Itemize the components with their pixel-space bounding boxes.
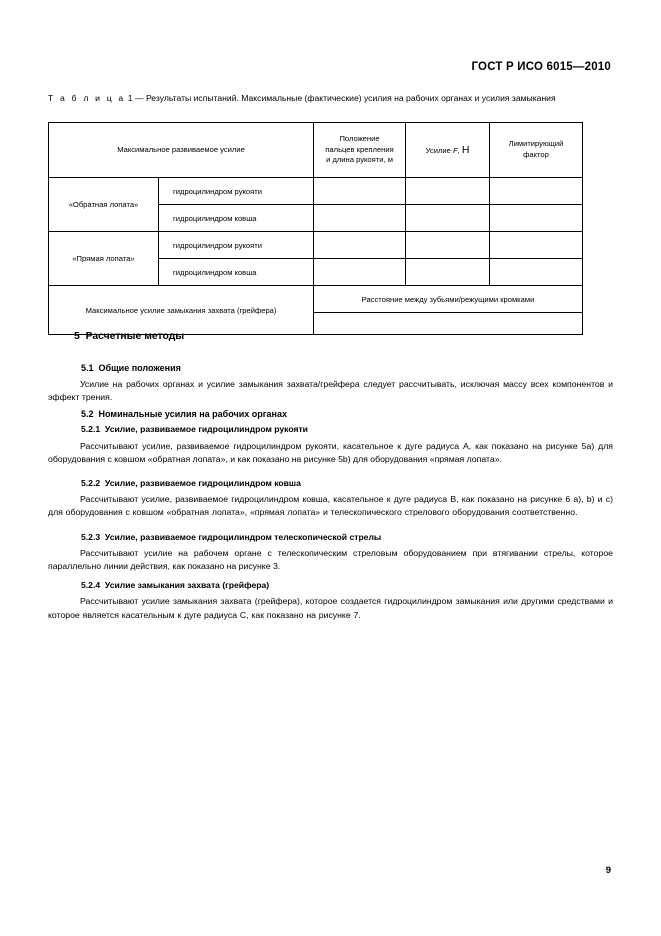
table-row: [49, 178, 583, 205]
table-row: [49, 232, 583, 259]
section-5-1-title: Общие положения: [98, 362, 181, 373]
cell-limiting-factor[interactable]: [490, 232, 583, 259]
row-group-backhoe: «Обратная лопата»: [49, 178, 159, 232]
row-item-arm-cylinder-backhoe: гидроцилиндром рукояти: [159, 178, 314, 205]
cell-pin-position[interactable]: [314, 178, 406, 205]
section-5-2-3-paragraph: Рассчитывают усилие на рабочем органе с телескопическим стреловым оборудованием при втягивании стрелы, которое параллельно линии действия, как показано на рисунке 3.: [48, 547, 613, 571]
section-5-2-title: Номинальные усилия на рабочих органах: [98, 408, 287, 419]
section-5-2-heading: [81, 409, 613, 421]
spacer: [48, 520, 613, 532]
section-5-2-1-number: 5.2.1: [81, 424, 101, 435]
header-force-f-unit: Н: [461, 143, 470, 156]
row-item-bucket-cylinder-backhoe: гидроцилиндром ковша: [159, 205, 314, 232]
section-5-2-3-title: Усилие, развиваемое гидроцилиндром телескопической стрелы: [104, 531, 382, 542]
header-max-force: Максимальное развиваемое усилие: [49, 123, 314, 178]
table-row: [49, 286, 583, 313]
cell-force[interactable]: [406, 205, 490, 232]
table-head: [49, 123, 583, 178]
section-5-2-3-number: 5.2.3: [81, 531, 101, 542]
section-5-2-2-heading: [81, 478, 613, 489]
section-5-2-2-number: 5.2.2: [81, 477, 101, 488]
table-caption-dash: —: [134, 93, 144, 103]
header-pin-position-line1: Положение: [339, 133, 380, 143]
header-limiting-factor-line1: Лимитирующий: [508, 139, 564, 149]
cell-pin-position[interactable]: [314, 205, 406, 232]
page-number: 9: [605, 865, 611, 876]
document-body: [48, 330, 613, 622]
table-caption-number: 1: [127, 93, 133, 103]
header-limiting-factor: [490, 123, 583, 178]
section-5-1-heading: [81, 363, 613, 375]
table-header-row: [49, 123, 583, 178]
cell-force[interactable]: [406, 259, 490, 286]
cell-force[interactable]: [406, 232, 490, 259]
section-5-2-4-paragraph: Рассчитывают усилие замыкания захвата (грейфера), которое создается гидроцилиндром замыкания или другими средствами и которое является касательным к дуге радиуса C, как показано на рисунке 7.: [48, 596, 613, 620]
row-group-frontshovel: «Прямая лопата»: [49, 232, 159, 286]
spacer: [48, 573, 613, 580]
section-5-number: 5: [74, 331, 80, 342]
header-force-f-suffix: ,: [457, 145, 462, 155]
section-5-2-1-heading: [81, 424, 613, 435]
table-body: [49, 178, 583, 335]
cell-force[interactable]: [406, 178, 490, 205]
header-force-f-symbol: F: [452, 145, 458, 155]
section-5-2-2-title: Усилие, развиваемое гидроцилиндром ковша: [104, 477, 301, 488]
cell-pin-position[interactable]: [314, 232, 406, 259]
table-caption-text: Результаты испытаний. Максимальные (фактические) усилия на рабочих органах и усилия замыкания: [145, 93, 556, 103]
header-force-f-prefix: Усилие: [425, 145, 453, 155]
section-5-2-2-paragraph: Рассчитывают усилие, развиваемое гидроцилиндром ковша, касательное к дуге радиуса B, как показано на рисунке 6 a), b) и c) для оборудования с ковшом «обратная лопата», «прямая лопата» и телескопического стрелового оборудования соответственно.: [48, 494, 613, 518]
cell-limiting-factor[interactable]: [490, 205, 583, 232]
header-pin-position-line2: пальцев крепления: [325, 144, 394, 154]
header-limiting-factor-line2: фактор: [523, 150, 549, 159]
section-5-2-4-heading: [81, 580, 613, 591]
row-tine-distance-label: Расстояние между зубьями/режущими кромками: [314, 286, 583, 313]
running-header: ГОСТ Р ИСО 6015—2010: [471, 61, 611, 73]
section-5-2-4-number: 5.2.4: [81, 580, 101, 591]
table-caption-label: Т а б л и ц а: [48, 93, 126, 103]
section-5-2-number: 5.2: [81, 408, 94, 419]
section-5-2-4-title: Усилие замыкания захвата (грейфера): [104, 580, 270, 591]
test-results-table: [48, 122, 583, 335]
cell-limiting-factor[interactable]: [490, 178, 583, 205]
row-grapple-closing-force-label: Максимальное усилие замыкания захвата (грейфера): [49, 286, 314, 335]
section-5-title: Расчетные методы: [85, 331, 185, 342]
section-5-1-number: 5.1: [81, 362, 94, 373]
section-5-1-paragraph: Усилие на рабочих органах и усилие замыкания захвата/грейфера следует рассчитывать, исключая массу всех компонентов и эффект трения.: [48, 379, 613, 403]
table-caption: [48, 92, 613, 106]
header-force-f: [406, 123, 490, 178]
cell-pin-position[interactable]: [314, 259, 406, 286]
row-item-arm-cylinder-frontshovel: гидроцилиндром рукояти: [159, 232, 314, 259]
section-5-2-3-heading: [81, 532, 613, 543]
spacer: [48, 466, 613, 478]
header-pin-position-line3: и длина рукояти, м: [326, 155, 393, 165]
cell-limiting-factor[interactable]: [490, 259, 583, 286]
row-item-bucket-cylinder-frontshovel: гидроцилиндром ковша: [159, 259, 314, 286]
section-5-2-1-title: Усилие, развиваемое гидроцилиндром рукояти: [104, 424, 308, 435]
section-5-2-1-paragraph: Рассчитывают усилие, развиваемое гидроцилиндром рукояти, касательное к дуге радиуса A, как показано на рисунке 5a) для оборудования с ковшом «обратная лопата», и как показано на рисунке 5b) для оборудования «прямая лопата».: [48, 440, 613, 464]
spacer: [48, 344, 613, 363]
header-pin-position: [314, 123, 406, 178]
section-5-heading: [74, 330, 613, 344]
